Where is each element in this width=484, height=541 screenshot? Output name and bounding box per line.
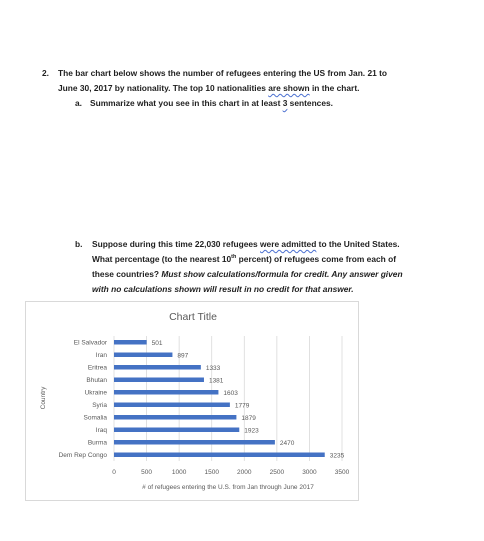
data-label: 1333 [205,365,221,373]
x-tick-label: 3000 [302,469,317,476]
instruction-italic: Must show calculations/formula for credit. Any answer given [161,269,403,279]
bar-chart[interactable] [25,301,359,501]
bar [114,428,239,433]
category-label: Somalia [83,414,107,422]
data-label: 1381 [208,377,224,385]
x-tick-label: 2500 [269,469,285,476]
part-b-text [92,237,452,297]
question-2-line-2-start: June 30, 2017 by nationality. The top 10 nationalities [58,83,269,93]
question-2-line-2 [58,81,442,96]
part-b-line-3 [92,267,452,282]
x-axis-title: # of refugees entering the U.S. from Jan through June 2017 [142,484,314,491]
spellcheck-underlined-text: are shown [268,83,310,93]
category-label: Bhutan [86,376,107,384]
spellcheck-underlined-text: 3 [282,98,288,108]
data-label: 1879 [241,415,256,423]
x-tick-label: 3500 [334,469,350,476]
x-tick-label: 1000 [171,469,187,476]
bar [114,440,275,445]
data-label: 3235 [329,452,345,460]
category-label: Iran [95,351,107,359]
bar [114,453,325,458]
category-label: Dem Rep Congo [58,451,107,459]
data-label: 1923 [244,427,259,435]
data-label: 897 [177,352,189,360]
part-b-letter: b. [75,239,83,249]
part-b-line-2-start: What percentage (to the nearest 10 [92,254,232,264]
part-a-text-end: sentences. [287,98,333,108]
data-label: 501 [151,340,163,348]
part-b-line-1-start: Suppose during this time 22,030 refugees [92,239,261,249]
question-2-line-2-end: in the chart. [309,83,360,93]
data-label: 1779 [234,402,250,410]
x-tick-label: 1500 [204,469,219,476]
bar [114,403,230,408]
part-b-line-4 [92,282,452,297]
superscript: th [231,254,237,261]
part-b-line-1 [92,237,452,252]
category-label: Burma [87,439,107,447]
bar [114,353,172,358]
data-label: 1603 [223,390,238,398]
spellcheck-underlined-text: were admitted [260,239,317,249]
bar [114,378,204,383]
y-axis-title: Country [40,386,47,410]
category-label: Iraq [95,426,107,434]
question-number: 2. [42,68,49,78]
part-a-text [90,96,333,111]
part-b-line-2-end: percent) of refugees come from each of [236,254,396,264]
category-label: Syria [92,401,107,409]
category-label: Ukraine [84,389,107,397]
question-2-line-1: The bar chart below shows the number of refugees entering the US from Jan. 21 to [58,68,388,78]
instruction-italic: with no calculations shown will result in no credit for that answer. [92,284,354,294]
part-a-letter: a. [75,98,82,108]
part-b-line-3-start: these countries? [92,269,162,279]
part-b-line-1-end: to the United States. [316,239,400,249]
bar-chart-svg [26,302,360,502]
x-tick-label: 500 [141,469,153,476]
part-b-line-2 [92,252,452,267]
part-a-text-start: Summarize what you see in this chart in at least [90,98,283,108]
data-label: 2470 [279,440,295,448]
chart-title: Chart Title [169,311,217,323]
x-tick-label: 0 [112,469,116,476]
x-tick-label: 2000 [237,469,252,476]
bar [114,365,201,370]
question-2-text [58,66,442,96]
category-label: Eritrea [87,364,107,372]
bar [114,340,147,345]
bar [114,415,236,420]
category-label: El Salvador [73,339,107,347]
bar [114,390,218,395]
